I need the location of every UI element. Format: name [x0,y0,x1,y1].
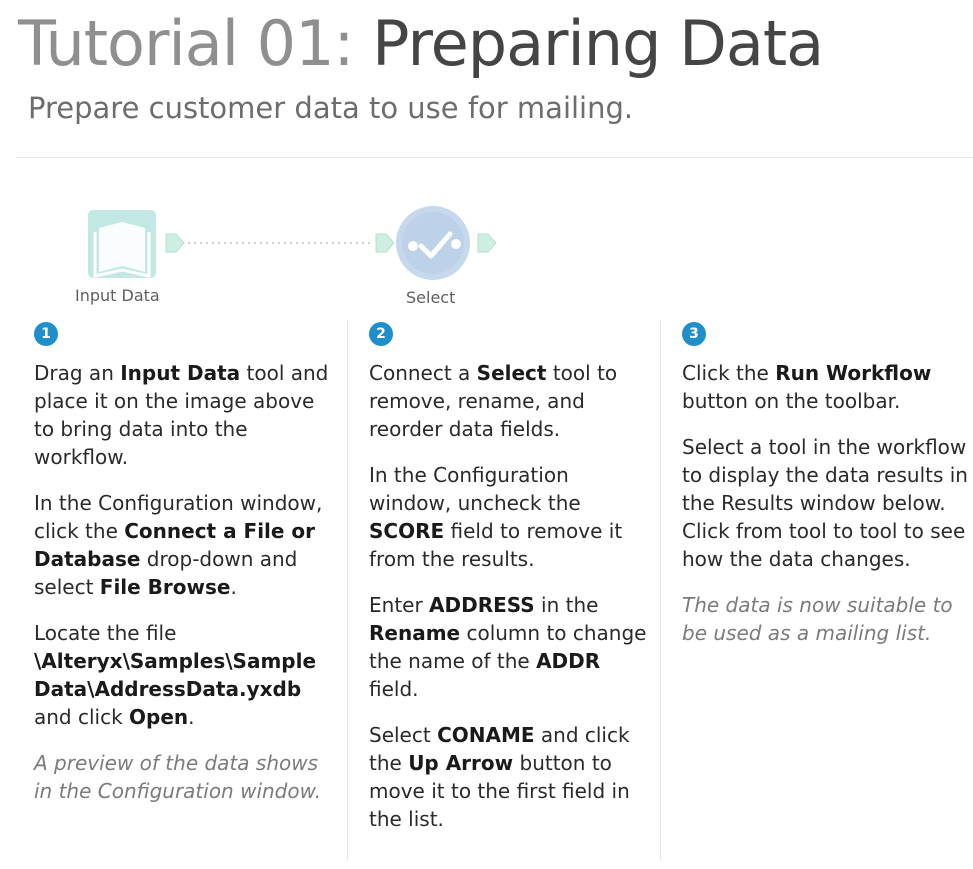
step-paragraph: Connect a Select tool to remove, rename, and reorder data fields. [369,361,618,441]
input-data-label: Input Data [75,286,160,305]
steps-columns [0,320,973,860]
step-paragraph: In the Configuration window, click the Connect a File or Database drop-down and select File Browse. [34,491,323,599]
step-1-column [34,320,334,860]
step-number-badge: 1 [34,322,58,346]
step-paragraph: Drag an Input Data tool and place it on the image above to bring data into the workflow. [34,361,329,469]
step-paragraph: Select a tool in the workflow to display the data results in the Results window below. Click from tool to tool to see how the data changes. [682,435,968,571]
step-paragraph: In the Configuration window, uncheck the SCORE field to remove it from the results. [369,463,623,571]
page-title [18,4,823,84]
workflow-diagram [0,180,973,320]
workflow-canvas [0,180,973,300]
step-paragraph: Select CONAME and click the Up Arrow button to move it to the first field in the list. [369,723,630,831]
step-note: A preview of the data shows in the Configuration window. [34,751,322,803]
step-paragraph: Locate the file \Alteryx\Samples\Sample Data\AddressData.yxdb and click Open. [34,621,317,729]
title-prefix: Tutorial 01: [18,7,373,80]
title-main: Preparing Data [372,7,824,80]
page-subtitle: Prepare customer data to use for mailing. [28,91,634,125]
step-paragraph: Enter ADDRESS in the Rename column to change the name of the ADDR field. [369,593,647,701]
output-anchor-icon [166,234,184,252]
input-anchor-icon [376,234,394,252]
step-3-column [660,320,973,860]
step-note: The data is now suitable to be used as a mailing list. [682,593,953,645]
step-paragraph: Click the Run Workflow button on the toolbar. [682,361,932,413]
checkmark-icon[interactable] [396,206,470,280]
select-label: Select [406,288,456,307]
step-number-badge: 3 [682,322,706,346]
book-icon[interactable] [88,210,156,278]
step-number-badge: 2 [369,322,393,346]
header-divider [16,157,973,158]
output-anchor-icon [478,234,496,252]
step-2-column [347,320,652,860]
